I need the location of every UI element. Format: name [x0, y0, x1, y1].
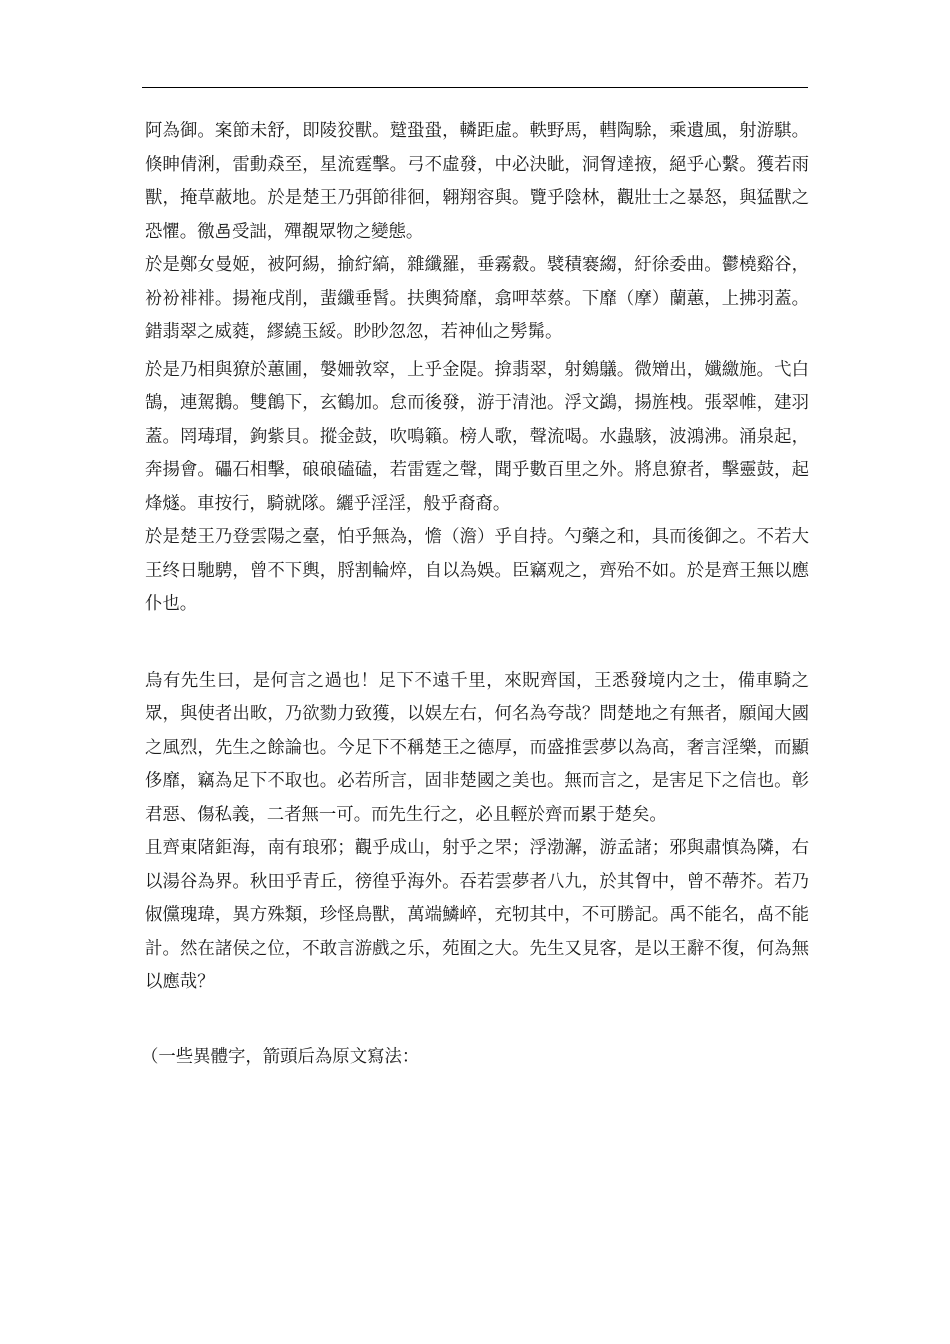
- paragraph-pond-hunt: 於是乃相與獠於蕙圃，媻姍敦窣，上乎金隄。揜翡翠，射鵕鸃。微矰出，孅繳施。弋白鵠，連駕鵝。雙鶬下，玄鶴加。怠而後發，游于清池。浮文鷁，揚旌栧。張翠帷，建羽蓋。罔瑇瑁，鉤紫貝。摐金鼓，吹鳴籟。榜人歌，聲流喝。水蟲駭，波鴻沸。涌泉起，奔揚會。礧石相擊，硠硠磕磕，若雷霆之聲，聞乎數百里之外。將息獠者，擊靈鼓，起烽燧。車按行，騎就隊。纚乎淫淫，般乎裔裔。: [145, 359, 809, 514]
- paragraph-hunt: 阿為御。案節未舒，即陵狡獸。蹵蛩蛩，轔距虛。軼野馬，轊陶駼，乘遺風，射游騏。倏眒倩浰，雷動猋至，星流霆擊。弓不虛發，中必決眦，洞胷達掖，絕乎心繫。獲若雨獸，掩草蔽地。於是楚王乃弭節徘徊，翱翔容與。覽乎陰林，觀壯士之暴怒，與猛獸之恐懼。徼𨙨受詘，殫覩眾物之變態。: [145, 121, 809, 242]
- paragraph-chu-king: 於是楚王乃登雲陽之臺，怕乎無為，憺（澹）乎自持。勺藥之和，具而後御之。不若大王终日馳騁，曾不下輿，脟割輪焠，自以為娛。臣竊观之，齊殆不如。於是齊王無以應仆也。: [145, 527, 809, 614]
- paragraph-dancers: 於是鄭女曼姬，被阿緆，揄紵縞，雜纖羅，垂霧縠。襞積褰縐，紆徐委曲。鬱橈谿谷，衯衯裶裶。揚袘戌削，蜚纖垂髾。扶輿猗靡，翕呷萃蔡。下靡（摩）蘭蕙，上拂羽蓋。錯翡翠之威蕤，繆繞玉綏。眇眇忽忽，若神仙之髣髴。: [145, 255, 809, 342]
- header-rule: [142, 87, 808, 88]
- paragraph-wuyou-reply: 烏有先生曰，是何言之過也！足下不遠千里，來貺齊国，王悉發境内之士，備車騎之眾，與使者出畋，乃欲勠力致獲，以娱左右，何名為夸哉？問楚地之有無者，願闻大國之風烈，先生之餘論也。今足下不稱楚王之德厚，而盛推雲夢以為高，奢言淫樂，而顯侈靡，竊為足下不取也。必若所言，固非楚國之美也。無而言之，是害足下之信也。彰君惡、傷私義，二者無一可。而先生行之，必且輕於齊而累于楚矣。: [145, 670, 809, 825]
- paragraph-variant-note: （一些異體字，箭頭后為原文寫法：: [141, 1046, 420, 1067]
- paragraph-qi-territory: 且齊東陼鉅海，南有琅邪；觀乎成山，射乎之罘；浮渤澥，游孟諸；邪與肅慎為隣，右以湯谷為界。秋田乎青丘，徬徨乎海外。吞若雲夢者八九，於其胷中，曾不蔕芥。若乃俶儻瑰瑋，異方殊類，珍怪鳥獸，萬端鱗崪，充牣其中，不可勝記。禹不能名，卨不能計。然在諸侯之位，不敢言游戲之乐，苑囿之大。先生又見客，是以王辭不復，何為無以應哉？: [145, 838, 809, 992]
- document-body: [141, 115, 809, 1074]
